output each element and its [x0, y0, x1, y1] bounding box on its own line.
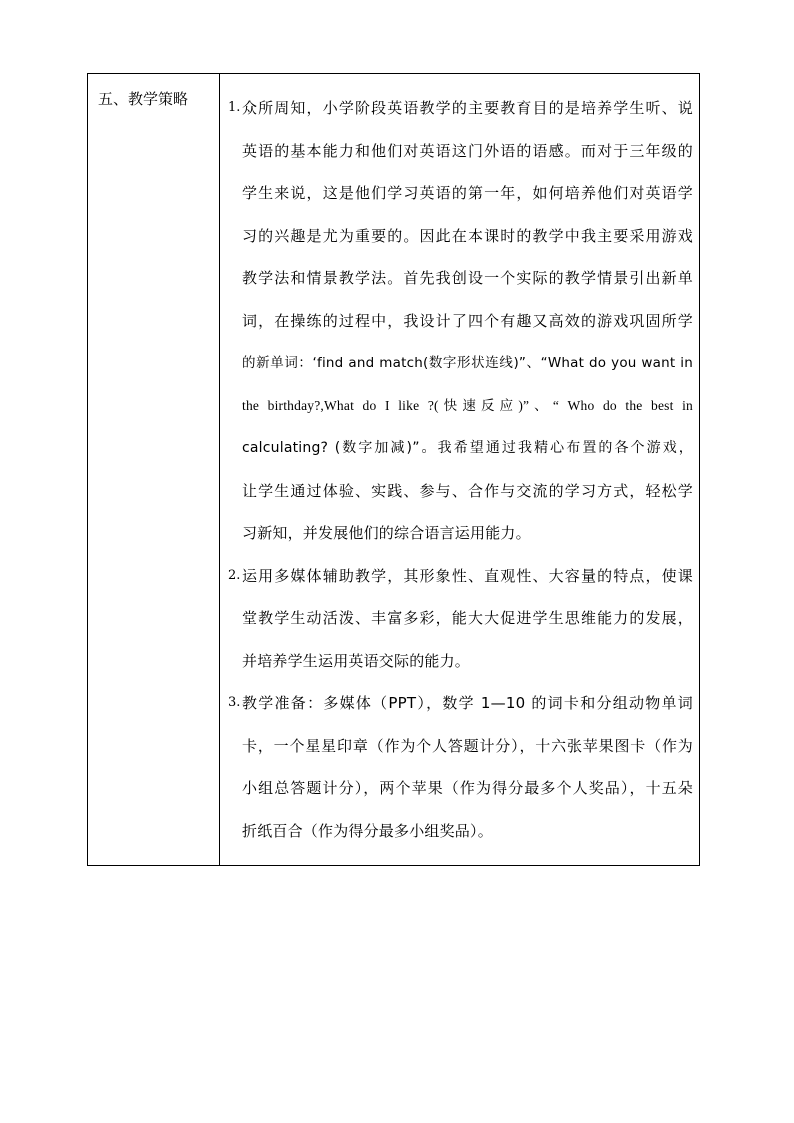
strategy-table: [87, 73, 700, 866]
text-line: 让学生通过体验、实践、参与、合作与交流的学习方式，轻松学: [242, 481, 693, 500]
text-line: 学生来说，这是他们学习英语的第一年，如何培养他们对英语学: [242, 184, 693, 202]
text-line: 词，在操练的过程中，我设计了四个有趣又高效的游戏巩固所学: [242, 311, 693, 330]
item-number: 2.: [228, 567, 241, 583]
item-text: [242, 555, 693, 683]
text-line: 的新单词：‘find and match(数字形状连线)”、“What do you want in: [242, 355, 693, 371]
text-line: 折纸百合（作为得分最多小组奖品）。: [242, 821, 493, 840]
list-item: [228, 682, 693, 852]
section-content-cell: [220, 74, 699, 865]
text-line: 并培养学生运用英语交际的能力。: [242, 651, 471, 670]
item-number: 1.: [228, 100, 241, 115]
text-line: 小组总答题计分），两个苹果（作为得分最多个人奖品），十五朵: [242, 779, 693, 797]
item-text: [242, 682, 693, 852]
text-line: 众所周知，小学阶段英语教学的主要教育目的是培养学生听、说: [242, 99, 693, 117]
text-line: 堂教学生动活泼、丰富多彩，能大大促进学生思维能力的发展，: [242, 609, 693, 627]
text-line: the birthday?,What do I like ?(快速反应)”、“ Who do the best in: [242, 397, 693, 413]
item-text: [242, 87, 693, 555]
text-line: calculating? (数字加减)”。我希望通过我精心布置的各个游戏，: [242, 440, 693, 456]
text-line: 英语的基本能力和他们对英语这门外语的语感。而对于三年级的: [242, 141, 693, 160]
text-line: 教学法和情景教学法。首先我创设一个实际的教学情景引出新单: [242, 269, 693, 287]
item-number: 3.: [228, 695, 241, 710]
text-line: 卡，一个星星印章（作为个人答题计分），十六张苹果图卡（作为: [242, 736, 693, 755]
text-line: 习新知，并发展他们的综合语言运用能力。: [242, 524, 531, 542]
list-item: [228, 87, 693, 555]
text-line: 运用多媒体辅助教学，其形象性、直观性、大容量的特点，使课: [242, 566, 693, 585]
section-label-cell: [88, 74, 220, 865]
text-line: 习的兴趣是尤为重要的。因此在本课时的教学中我主要采用游戏: [242, 226, 693, 245]
list-item: [228, 555, 693, 683]
text-line: 教学准备：多媒体（PPT），数学 1—10 的词卡和分组动物单词: [242, 694, 693, 712]
section-label: 五、教学策略: [98, 90, 189, 108]
